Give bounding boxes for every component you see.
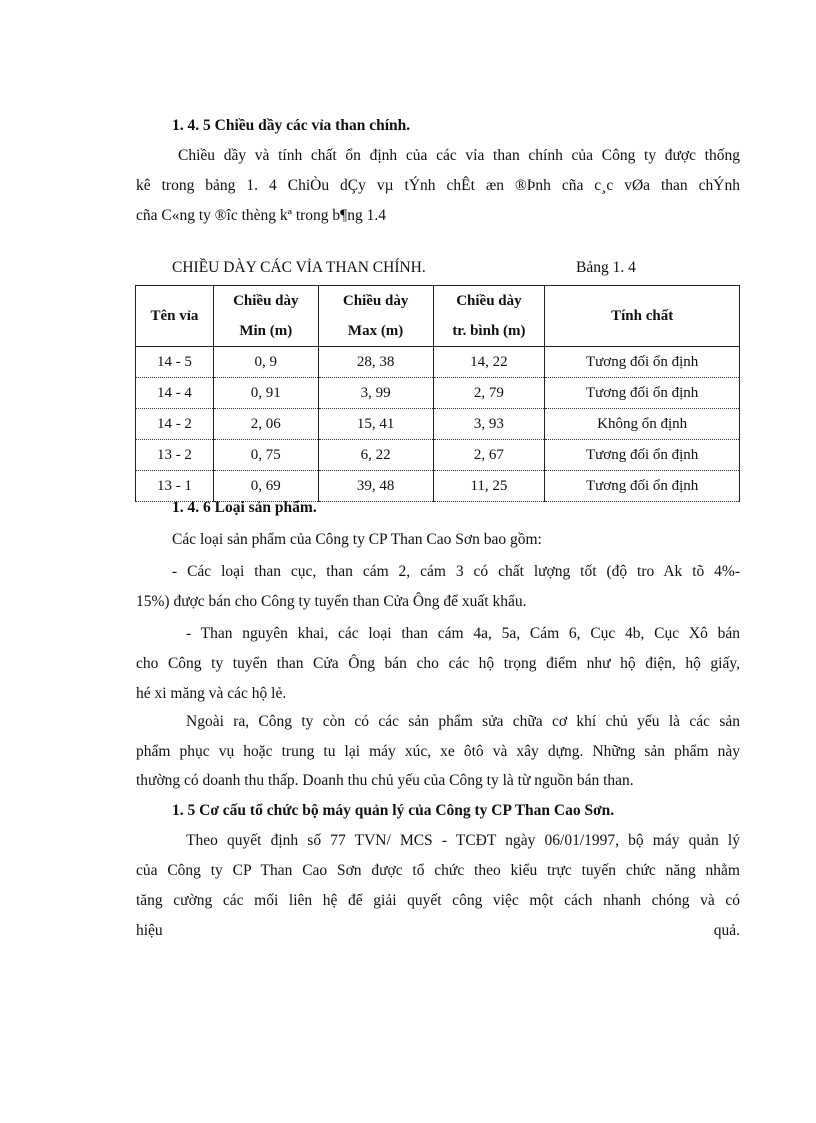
paragraph-line: tăng cường các mối liên hệ để giải quyết công việc một cách nhanh chóng và có	[136, 892, 740, 909]
table-row	[136, 378, 740, 409]
table-row	[136, 409, 740, 440]
paragraph-line: 15%) được bán cho Công ty tuyển than Cửa Ông để xuất khẩu.	[136, 593, 527, 610]
header-min-bottom: Min (m)	[239, 323, 293, 339]
header-max	[318, 286, 433, 347]
cell-min: 0, 9	[213, 347, 318, 378]
header-min-top: Chiều dày	[233, 293, 299, 309]
cell-min: 0, 69	[213, 471, 318, 502]
header-avg-top: Chiều dày	[456, 293, 522, 309]
section-heading-1-5: 1. 5 Cơ cấu tổ chức bộ máy quản lý của Công ty CP Than Cao Sơn.	[172, 802, 615, 819]
cell-min: 0, 91	[213, 378, 318, 409]
cell-max: 3, 99	[318, 378, 433, 409]
cell-name: 13 - 2	[136, 440, 214, 471]
table-title: CHIỀU DÀY CÁC VỈA THAN CHÍNH.	[172, 259, 426, 276]
paragraph-line: Ngoài ra, Công ty còn có các sản phẩm sửa chữa cơ khí chủ yếu là các sản	[186, 713, 740, 730]
paragraph-line: Các loại sản phẩm của Công ty CP Than Cao Sơn bao gồm:	[172, 531, 542, 548]
table-row	[136, 471, 740, 502]
cell-name: 14 - 5	[136, 347, 214, 378]
cell-property: Tương đối ổn định	[545, 378, 740, 409]
cell-min: 2, 06	[213, 409, 318, 440]
paragraph-line: hé xi măng và các hộ lẻ.	[136, 685, 287, 702]
cell-avg: 2, 79	[433, 378, 545, 409]
cell-avg: 14, 22	[433, 347, 545, 378]
paragraph-line: - Than nguyên khai, các loại than cám 4a, 5a, Cám 6, Cục 4b, Cục Xô bán	[186, 625, 740, 642]
header-property: Tính chất	[545, 286, 740, 347]
cell-property: Tương đối ổn định	[545, 347, 740, 378]
header-min	[213, 286, 318, 347]
cell-property: Tương đối ổn định	[545, 440, 740, 471]
cell-avg: 2, 67	[433, 440, 545, 471]
cell-avg: 3, 93	[433, 409, 545, 440]
cell-property: Tương đối ổn định	[545, 471, 740, 502]
table-row	[136, 440, 740, 471]
table-header-row	[136, 286, 740, 347]
cell-min: 0, 75	[213, 440, 318, 471]
seam-thickness-table	[135, 285, 740, 502]
cell-property: Không ổn định	[545, 409, 740, 440]
paragraph-line: phẩm phục vụ hoặc trung tu lại máy xúc, xe ôtô và xây dựng. Những sản phẩm này	[136, 743, 740, 760]
header-avg-bottom: tr. bình (m)	[452, 323, 526, 339]
cell-name: 14 - 2	[136, 409, 214, 440]
last-line-left-word: hiệu	[136, 922, 163, 939]
header-max-top: Chiều dày	[342, 293, 409, 309]
paragraph-line: - Các loại than cục, than cám 2, cám 3 có chất lượng tốt (độ tro Ak tõ 4%-	[172, 563, 740, 580]
table-row	[136, 347, 740, 378]
header-seam-name: Tên vỉa	[136, 286, 214, 347]
cell-name: 14 - 4	[136, 378, 214, 409]
cell-max: 6, 22	[318, 440, 433, 471]
paragraph-line: Theo quyết định số 77 TVN/ MCS - TCĐT ngày 06/01/1997, bộ máy quản lý	[186, 832, 740, 849]
section-heading-1-4-5: 1. 4. 5 Chiều dầy các vỉa than chính.	[172, 117, 411, 134]
paragraph-line: kê trong bảng 1. 4 ChiÒu dÇy vµ tÝnh chÊt æn ®Þnh cña c¸c vØa than chÝnh	[136, 177, 740, 194]
paragraph-line: của Công ty CP Than Cao Sơn được tổ chức theo kiểu trực tuyến chức năng nhằm	[136, 862, 740, 879]
paragraph-line: thường có doanh thu thấp. Doanh thu chủ yếu của Công ty là từ nguồn bán than.	[136, 772, 634, 789]
cell-name: 13 - 1	[136, 471, 214, 502]
paragraph-line: cña C«ng ty ®îc thèng kª trong b¶ng 1.4	[136, 207, 386, 224]
header-avg	[433, 286, 545, 347]
last-line-right-word: quả.	[713, 922, 740, 939]
cell-max: 28, 38	[318, 347, 433, 378]
cell-avg: 11, 25	[433, 471, 545, 502]
section-heading-1-4-6: 1. 4. 6 Loại sản phẩm.	[172, 499, 317, 516]
paragraph-line: cho Công ty tuyển than Cửa Ông bán cho các hộ trọng điểm như hộ điện, hộ giấy,	[136, 655, 740, 672]
header-max-bottom: Max (m)	[347, 323, 404, 339]
cell-max: 39, 48	[318, 471, 433, 502]
cell-max: 15, 41	[318, 409, 433, 440]
paragraph-line: Chiều dầy và tính chất ổn định của các vỉa than chính của Công ty được thống	[178, 147, 740, 164]
table-number: Bảng 1. 4	[576, 259, 636, 276]
